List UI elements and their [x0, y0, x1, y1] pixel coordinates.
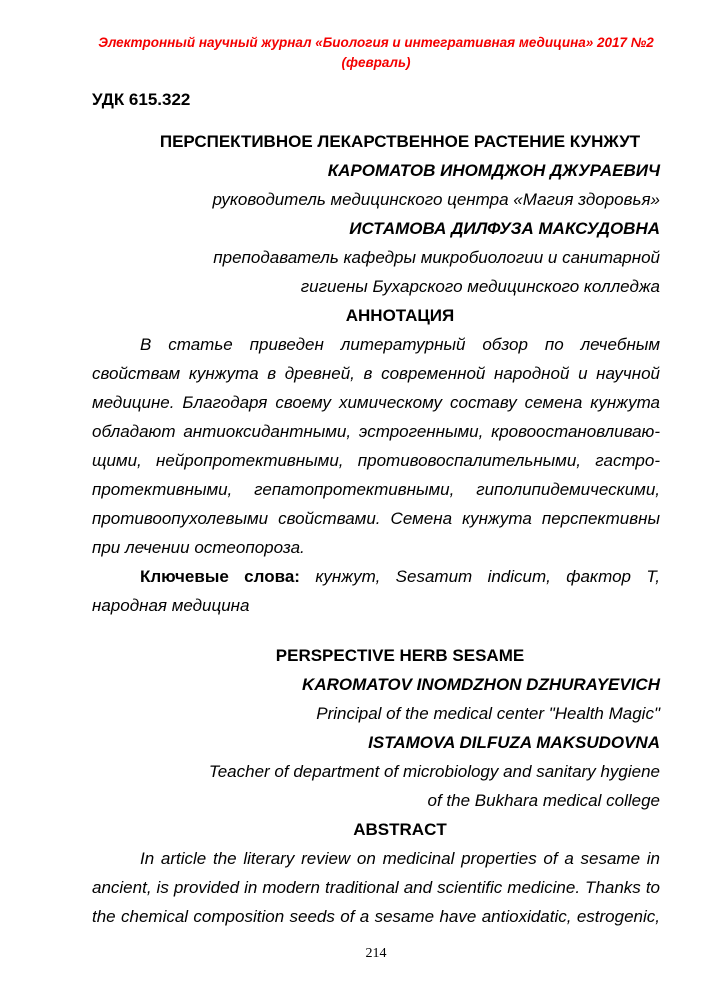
paragraph-line: щими, нейропротективными, противовоспалительными, гастро-: [92, 451, 660, 470]
section-gap: [92, 620, 660, 641]
section-heading-annotation: АННОТАЦИЯ: [345, 306, 455, 325]
paragraph-line: In article the literary review on medicinal properties of a sesame in: [140, 849, 660, 868]
affiliation-2-en-line2: of the Bukhara medical college: [427, 791, 660, 810]
author-1-en: KAROMATOV INOMDZHON DZHURAYEVICH: [302, 675, 660, 694]
article-title-ru: ПЕРСПЕКТИВНОЕ ЛЕКАРСТВЕННОЕ РАСТЕНИЕ КУНЖУТ: [159, 132, 641, 151]
abstract-en: [92, 844, 660, 931]
paragraph-line: протективными, гепатопротективными, гиполипидемическими,: [92, 480, 660, 499]
page-content: [92, 33, 660, 963]
affiliation-1-en: Principal of the medical center "Health Magic": [316, 704, 660, 723]
keywords-line-1: [92, 562, 660, 591]
keywords-label: Ключевые слова:: [140, 567, 300, 586]
keywords-line-2: народная медицина: [92, 596, 250, 615]
author-2-ru: ИСТАМОВА ДИЛФУЗА МАКСУДОВНА: [349, 219, 660, 238]
keywords-text: кунжут, Sesamum indicum, фактор Т,: [315, 567, 660, 586]
russian-heading-block: [92, 127, 660, 330]
affiliation-2-ru-line2: гигиены Бухарского медицинского колледжа: [300, 277, 660, 296]
page-number: 214: [365, 946, 387, 961]
paragraph-line: ancient, is provided in modern traditional and scientific medicine. Thanks to: [92, 878, 660, 897]
paragraph-line: при лечении остеопороза.: [92, 538, 305, 557]
english-heading-block: [92, 641, 660, 844]
udc-code: УДК 615.322: [92, 90, 191, 109]
affiliation-1-ru: руководитель медицинского центра «Магия здоровья»: [212, 190, 660, 209]
paragraph-line: медицине. Благодаря своему химическому составу семена кунжута: [92, 393, 660, 412]
article-title-en: PERSPECTIVE HERB SESAME: [275, 646, 525, 665]
author-2-en: ISTAMOVA DILFUZA MAKSUDOVNA: [368, 733, 660, 752]
paragraph-line: В статье приведен литературный обзор по лечебным: [140, 335, 660, 354]
paragraph-line: the chemical composition seeds of a sesame have antioxidatic, estrogenic,: [92, 907, 660, 926]
paragraph-line: свойствам кунжута в древней, в современной народной и научной: [92, 364, 660, 383]
paragraph-line: обладают антиоксидантными, эстрогенными, кровоостановливаю-: [92, 422, 660, 441]
affiliation-2-ru-line1: преподаватель кафедры микробиологии и санитарной: [213, 248, 660, 267]
author-1-ru: КАРОМАТОВ ИНОМДЖОН ДЖУРАЕВИЧ: [327, 161, 660, 180]
section-heading-abstract: ABSTRACT: [353, 820, 447, 839]
abstract-ru: [92, 330, 660, 562]
affiliation-2-en-line1: Teacher of department of microbiology and sanitary hygiene: [208, 762, 660, 781]
journal-header: Электронный научный журнал «Биология и интегративная медицина» 2017 №2 (февраль): [98, 35, 654, 70]
paragraph-line: противоопухолевыми свойствами. Семена кунжута перспективны: [92, 509, 660, 528]
